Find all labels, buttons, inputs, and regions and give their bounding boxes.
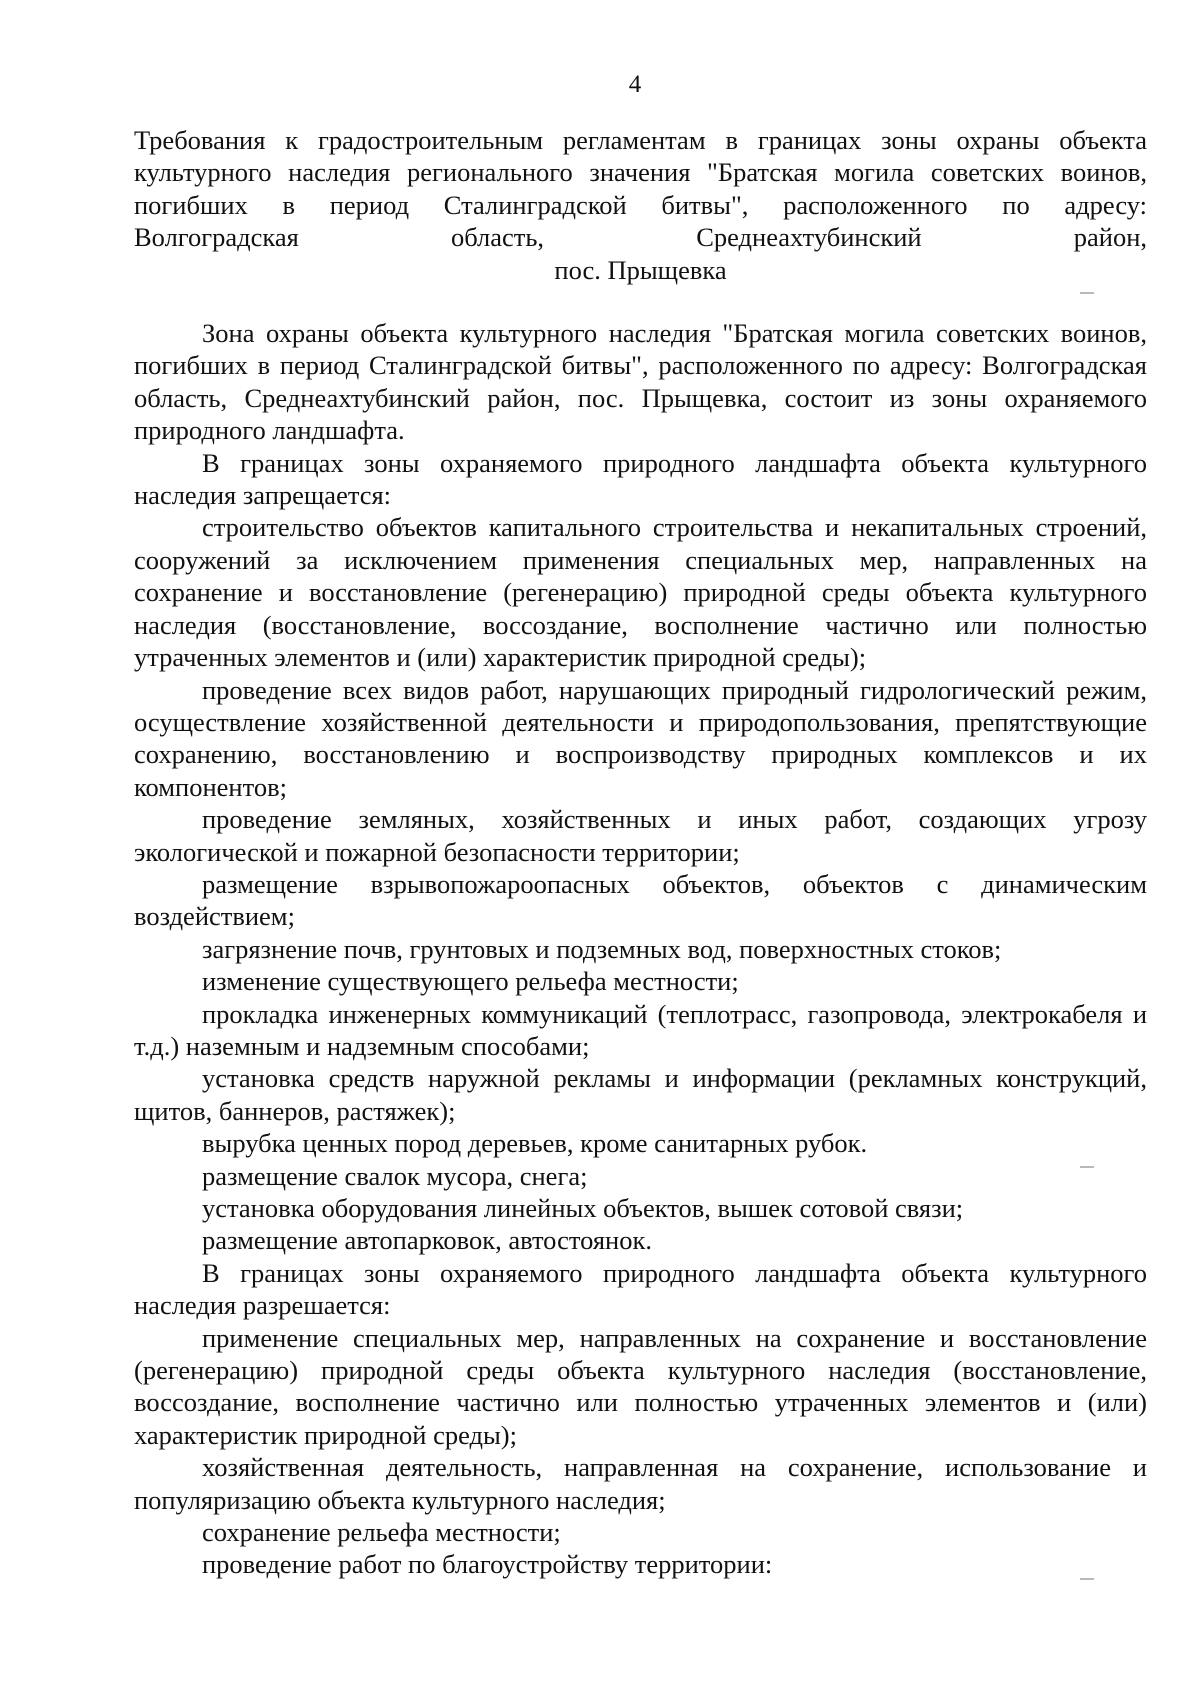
list-item-prohibited: размещение свалок мусора, снега; [202, 1160, 588, 1191]
list-item-permitted: сохранение рельефа местности; [202, 1517, 561, 1548]
list-item-prohibited: вырубка ценных пород деревьев, кроме санитарных рубок. [202, 1128, 868, 1159]
list-item-permitted: хозяйственная деятельность, направленная на сохранение, использование и популяризацию объекта культурного наследия; [134, 1452, 1147, 1515]
list-item-prohibited: установка оборудования линейных объектов, вышек сотовой связи; [202, 1193, 964, 1223]
list-item-prohibited: проведение земляных, хозяйственных и иных работ, создающих угрозу экологической и пожарной безопасности территории; [134, 804, 1147, 867]
title-line: погибших в период Сталинградской битвы", расположенного по адресу: [134, 189, 1147, 220]
title-line: культурного наследия регионального значения "Братская могила советских воинов, [134, 157, 1147, 188]
scan-mark [1080, 1166, 1094, 1168]
list-item-prohibited: размещение взрывопожароопасных объектов, объектов с динамическим воздействием; [134, 868, 1147, 932]
page-number: 4 [628, 71, 642, 98]
list-item-permitted: проведение работ по благоустройству территории: [202, 1549, 773, 1580]
title-line: Требования к градостроительным регламентам в границах зоны охраны объекта [134, 125, 1147, 155]
list-item-prohibited: строительство объектов капитального строительства и некапитальных строений, сооружений за исключением применения специальных мер, направленных на сохранение и восстановление (регенерацию) природной среды объекта культурного наследия (восстановление, воссоздание, восполнение частично или полностью утраченных элементов и (или) характеристик природной среды); [134, 512, 1147, 673]
paragraph-permitted-intro: В границах зоны охраняемого природного ландшафта объекта культурного наследия разрешается: [134, 1257, 1147, 1321]
paragraph-zone-description: Зона охраны объекта культурного наследия "Братская могила советских воинов, погибших в период Сталинградской битвы", расположенного по адресу: Волгоградская область, Среднеахтубинский район, пос. Прыщевка, состоит из зоны охраняемого природного ландшафта. [134, 318, 1147, 446]
paragraph-prohibited-intro: В границах зоны охраняемого природного ландшафта объекта культурного наследия запрещается: [134, 447, 1147, 511]
document-body [134, 124, 1147, 1581]
title-spacer [134, 286, 1147, 317]
document-title [134, 124, 1147, 286]
list-item-prohibited: установка средств наружной рекламы и информации (рекламных конструкций, щитов, баннеров, растяжек); [134, 1063, 1147, 1126]
list-item-prohibited: прокладка инженерных коммуникаций (теплотрасс, газопровода, электрокабеля и т.д.) наземным и надземным способами; [134, 998, 1147, 1061]
scan-mark [1080, 292, 1094, 294]
list-item-prohibited: размещение автопарковок, автостоянок. [202, 1225, 652, 1256]
title-line-last: пос. Прыщевка [554, 254, 727, 285]
title-line: Волгоградская область, Среднеахтубинский район, [134, 222, 1147, 253]
list-item-permitted: применение специальных мер, направленных на сохранение и восстановление (регенерацию) природной среды объекта культурного наследия (восстановление, воссоздание, восполнение частично или полностью утраченных элементов и (или) характеристик природной среды); [134, 1322, 1147, 1450]
list-item-prohibited: проведение всех видов работ, нарушающих природный гидрологический режим, осуществление хозяйственной деятельности и природопользования, препятствующие сохранению, восстановлению и воспроизводству природных комплексов и их компонентов; [134, 674, 1147, 802]
list-item-prohibited: изменение существующего рельефа местности; [202, 966, 739, 997]
list-item-prohibited: загрязнение почв, грунтовых и подземных вод, поверхностных стоков; [202, 933, 1002, 964]
scan-mark [1080, 1578, 1094, 1580]
document-paragraphs [134, 317, 1147, 1581]
